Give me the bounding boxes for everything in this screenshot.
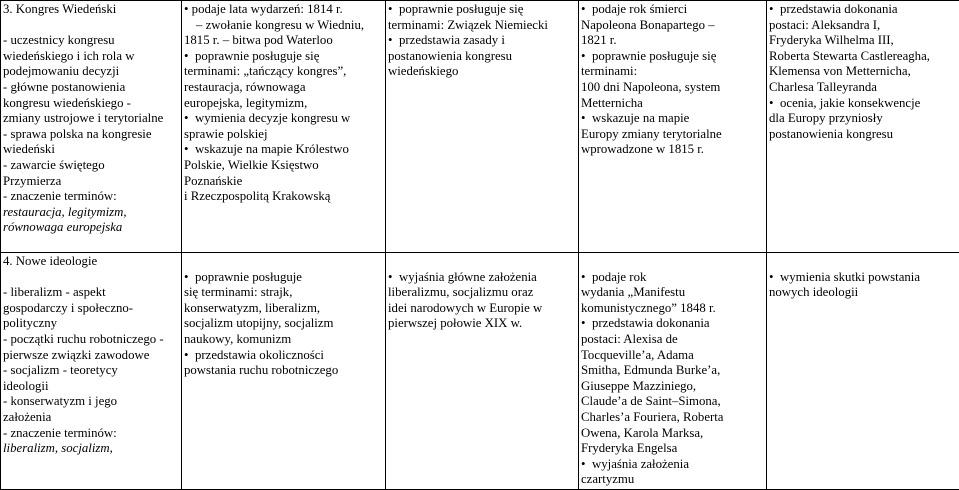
bullet-icon: •: [769, 2, 780, 18]
item-text: postanowienia kongresu: [769, 127, 893, 141]
bullet-item: [581, 270, 764, 286]
bullet-icon: •: [581, 316, 592, 332]
requirements-cell-basic: [182, 1, 386, 253]
topic-italic-lines: [3, 441, 179, 457]
item-continuation: [184, 96, 383, 112]
item-text: wyjaśnia założenia: [592, 457, 689, 471]
topic-lines: [3, 285, 179, 441]
item-text: restauracja, równowaga: [184, 80, 306, 94]
topic-term-line: równowaga europejska: [3, 220, 179, 236]
item-text: Fryderyka Engelsa: [581, 441, 677, 455]
topic-italic-lines: [3, 205, 179, 236]
item-continuation: [581, 379, 764, 395]
bullet-icon: •: [581, 270, 592, 286]
item-text: wiedeńskiego: [388, 64, 458, 78]
bullet-icon: •: [184, 111, 195, 127]
requirements-cell-good: [579, 1, 767, 253]
item-text: poprawnie posługuje się: [399, 2, 523, 16]
item-text: liberalizmu, socjalizmu oraz: [388, 285, 533, 299]
item-text: i Rzeczpospolitą Krakowską: [184, 189, 330, 203]
item-continuation: [184, 189, 383, 205]
item-continuation: [769, 80, 957, 96]
item-continuation: [184, 363, 383, 379]
item-text: wydania „Manifestu: [581, 285, 685, 299]
topic-content: [3, 2, 179, 236]
topic-line: polityczny: [3, 316, 179, 332]
requirements-cell-very-good: [767, 1, 959, 253]
topic-term-line: liberalizm, socjalizm,: [3, 441, 179, 457]
item-continuation: [184, 18, 383, 34]
bullet-icon: •: [581, 111, 592, 127]
table-row-kongres: [1, 1, 959, 253]
topic-line: - główne postanowienia: [3, 80, 179, 96]
item-continuation: [184, 332, 383, 348]
item-text: komunistycznego” 1848 r.: [581, 301, 716, 315]
topic-line: kongresu wiedeńskiego -: [3, 96, 179, 112]
topic-line: gospodarczy i społeczno-: [3, 301, 179, 317]
item-continuation: [184, 80, 383, 96]
topic-line: - uczestnicy kongresu: [3, 33, 179, 49]
bullet-item: [769, 96, 957, 112]
item-continuation: [184, 158, 383, 174]
item-continuation: [388, 316, 576, 332]
topic-term-line: restauracja, legitymizm,: [3, 205, 179, 221]
bullet-icon: •: [184, 270, 195, 286]
item-continuation: [581, 142, 764, 158]
bullet-item: [769, 270, 957, 286]
topic-line: podejmowaniu decyzji: [3, 64, 179, 80]
item-text: • podaje lata wydarzeń: 1814 r.: [184, 2, 343, 16]
bullet-icon: •: [581, 49, 592, 65]
item-text: podaje rok śmierci: [592, 2, 687, 16]
item-text: Tocqueville’a, Adama: [581, 348, 694, 362]
item-continuation: [769, 18, 957, 34]
item-text: poprawnie posługuje: [195, 270, 302, 284]
item-continuation: [581, 64, 764, 80]
item-text: Charlesa Talleyranda: [769, 80, 877, 94]
topic-line: - konserwatyzm i jego: [3, 394, 179, 410]
item-text: Klemensa von Metternicha,: [769, 64, 911, 78]
item-text: konserwatyzm, liberalizm,: [184, 301, 320, 315]
bullet-icon: •: [388, 2, 399, 18]
item-text: Claude’a de Saint–Simona,: [581, 394, 721, 408]
topic-line: Przymierza: [3, 174, 179, 190]
requirements-cell-very-good: [767, 253, 959, 490]
item-text: Poznańskie: [184, 174, 242, 188]
item-text: – zwołanie kongresu w Wiedniu,: [196, 18, 364, 32]
item-text: przedstawia zasady i: [399, 33, 505, 47]
topic-line: wiedeńskiego i ich rola w: [3, 49, 179, 65]
item-text: czartyzmu: [581, 472, 634, 486]
bullet-icon: •: [184, 142, 195, 158]
item-continuation: [769, 127, 957, 143]
bullet-item: [581, 457, 764, 473]
item-continuation: [769, 285, 957, 301]
item-continuation: [184, 64, 383, 80]
bullet-item: [769, 2, 957, 18]
bullet-item: [581, 2, 764, 18]
item-text: powstania ruchu robotniczego: [184, 363, 338, 377]
item-continuation: [581, 348, 764, 364]
item-text: przedstawia dokonania: [780, 2, 898, 16]
item-text: 1815 r. – bitwa pod Waterloo: [184, 33, 333, 47]
bullet-item: [581, 316, 764, 332]
topic-line: ideologii: [3, 379, 179, 395]
requirements-cell-good: [579, 253, 767, 490]
item-continuation: [184, 285, 383, 301]
item-continuation: [184, 174, 383, 190]
topic-line: - zawarcie świętego: [3, 158, 179, 174]
item-continuation: [184, 127, 383, 143]
item-text: poprawnie posługuje się: [195, 49, 319, 63]
item-text: wyjaśnia główne założenia: [399, 270, 537, 284]
item-text: idei narodowych w Europie w: [388, 301, 542, 315]
topic-line: - socjalizm - teoretycy: [3, 363, 179, 379]
topic-line: wiedeński: [3, 142, 179, 158]
item-continuation: [581, 80, 764, 96]
item-text: podaje rok: [592, 270, 646, 284]
item-continuation: [184, 2, 383, 18]
item-continuation: [581, 301, 764, 317]
item-continuation: [581, 394, 764, 410]
item-text: europejska, legitymizm,: [184, 96, 307, 110]
topic-line: pierwsze związki zawodowe: [3, 348, 179, 364]
item-text: Roberta Stewarta Castlereagha,: [769, 49, 930, 63]
item-text: przedstawia okoliczności: [195, 348, 324, 362]
item-text: Polskie, Wielkie Księstwo: [184, 158, 319, 172]
item-text: Metternicha: [581, 96, 643, 110]
item-continuation: [581, 332, 764, 348]
item-text: naukowy, komunizm: [184, 332, 291, 346]
item-text: sprawie polskiej: [184, 127, 268, 141]
topic-lines: [3, 33, 179, 205]
item-continuation: [581, 363, 764, 379]
bullet-icon: •: [184, 348, 195, 364]
item-text: Europy zmiany terytorialne: [581, 127, 722, 141]
item-text: Charles’a Fouriera, Roberta: [581, 410, 724, 424]
item-continuation: [184, 301, 383, 317]
bullet-icon: •: [388, 270, 399, 286]
bullet-item: [184, 348, 383, 364]
item-text: poprawnie posługuje się: [592, 49, 716, 63]
item-text: 1821 r.: [581, 33, 617, 47]
item-text: postaci: Alexisa de: [581, 332, 678, 346]
topic-cell: [1, 253, 182, 490]
topic-line: - sprawa polska na kongresie: [3, 127, 179, 143]
item-text: wymienia decyzje kongresu w: [195, 111, 350, 125]
item-continuation: [581, 96, 764, 112]
item-text: się terminami: strajk,: [184, 285, 292, 299]
bullet-item: [581, 49, 764, 65]
item-continuation: [388, 301, 576, 317]
bullet-icon: •: [769, 96, 780, 112]
item-continuation: [184, 316, 383, 332]
topic-line: - początki ruchu robotniczego -: [3, 332, 179, 348]
bullet-item: [388, 270, 576, 286]
item-continuation: [581, 472, 764, 488]
item-text: wymienia skutki powstania: [780, 270, 920, 284]
item-text: terminami: Związek Niemiecki: [388, 18, 548, 32]
item-continuation: [581, 410, 764, 426]
requirements-cell-sufficient: [386, 1, 579, 253]
item-text: 100 dni Napoleona, system: [581, 80, 720, 94]
item-text: wprowadzone w 1815 r.: [581, 142, 704, 156]
topic-heading: 4. Nowe ideologie: [3, 254, 179, 270]
item-text: postanowienia kongresu: [388, 49, 512, 63]
item-continuation: [388, 49, 576, 65]
item-continuation: [581, 127, 764, 143]
item-continuation: [769, 111, 957, 127]
topic-line: zmiany ustrojowe i terytorialne: [3, 111, 179, 127]
item-text: terminami: „tańczący kongres”,: [184, 64, 346, 78]
item-text: terminami:: [581, 64, 637, 78]
item-text: przedstawia dokonania: [592, 316, 710, 330]
topic-line: - liberalizm - aspekt: [3, 285, 179, 301]
bullet-item: [388, 33, 576, 49]
bullet-item: [581, 111, 764, 127]
bullet-icon: •: [581, 2, 592, 18]
topic-cell: [1, 1, 182, 253]
item-continuation: [769, 33, 957, 49]
item-text: wskazuje na mapie Królestwo: [195, 142, 349, 156]
item-continuation: [388, 285, 576, 301]
table-row-ideologie: [1, 253, 959, 490]
item-text: wskazuje na mapie: [592, 111, 689, 125]
item-text: nowych ideologii: [769, 285, 858, 299]
bullet-item: [184, 142, 383, 158]
item-continuation: [581, 426, 764, 442]
item-text: dla Europy przyniosły: [769, 111, 883, 125]
bullet-icon: •: [184, 49, 195, 65]
item-text: pierwszej połowie XIX w.: [388, 316, 522, 330]
item-continuation: [769, 49, 957, 65]
item-text: Smitha, Edmunda Burke’a,: [581, 363, 720, 377]
topic-heading: 3. Kongres Wiedeński: [3, 2, 179, 18]
bullet-icon: •: [581, 457, 592, 473]
item-continuation: [184, 33, 383, 49]
item-text: Napoleona Bonapartego –: [581, 18, 715, 32]
topic-content: [3, 254, 179, 457]
item-text: Giuseppe Mazziniego,: [581, 379, 696, 393]
item-continuation: [581, 18, 764, 34]
item-continuation: [581, 33, 764, 49]
item-continuation: [581, 441, 764, 457]
bullet-item: [184, 111, 383, 127]
topic-line: założenia: [3, 410, 179, 426]
item-text: Fryderyka Wilhelma III,: [769, 33, 894, 47]
item-text: postaci: Aleksandra I,: [769, 18, 880, 32]
requirements-cell-basic: [182, 253, 386, 490]
bullet-item: [184, 270, 383, 286]
item-continuation: [388, 64, 576, 80]
bullet-icon: •: [388, 33, 399, 49]
item-continuation: [769, 64, 957, 80]
item-continuation: [581, 285, 764, 301]
bullet-icon: •: [769, 270, 780, 286]
item-text: socjalizm utopijny, socjalizm: [184, 316, 334, 330]
item-text: Owena, Karola Marksa,: [581, 426, 703, 440]
bullet-item: [184, 49, 383, 65]
requirements-cell-sufficient: [386, 253, 579, 490]
item-text: ocenia, jakie konsekwencje: [780, 96, 920, 110]
topic-line: - znaczenie terminów:: [3, 426, 179, 442]
bullet-item: [388, 2, 576, 18]
topic-line: - znaczenie terminów:: [3, 189, 179, 205]
item-continuation: [388, 18, 576, 34]
